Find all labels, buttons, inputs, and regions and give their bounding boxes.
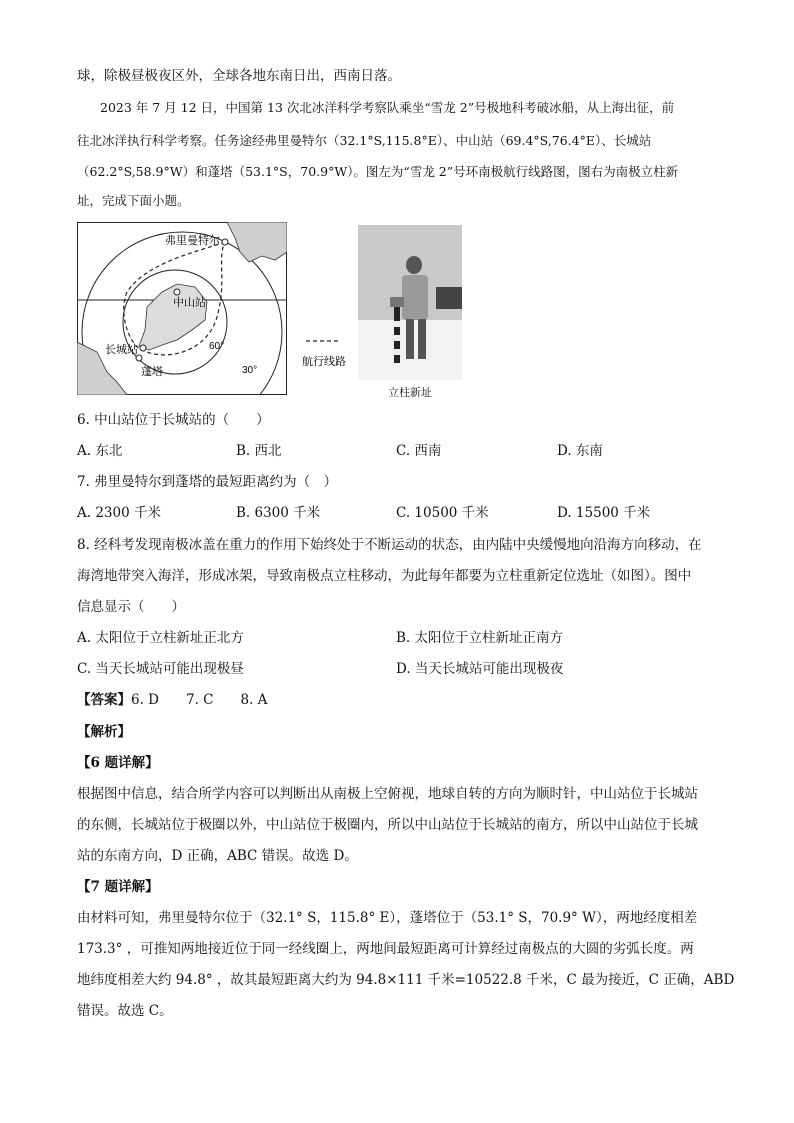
photo-caption: 立柱新址	[388, 386, 432, 399]
intro-para-line-2: 往北冰洋执行科学考察。任务途经弗里曼特尔（32.1°S,115.8°E）、中山站（69.4°S,76.4°E）、长城站	[77, 133, 652, 148]
label-lat-30: 30°	[242, 365, 258, 376]
q7-option-a: A. 2300 千米	[77, 505, 161, 521]
intro-para-line-4: 址，完成下面小题。	[77, 193, 190, 208]
answer-text: 6. D 7. C 8. A	[131, 692, 268, 708]
q7-detail-line-3: 地纬度相差大约 94.8° ，故其最短距离大约为 94.8×111 千米=10522.8 千米，C 最为接近，C 正确，ABD	[77, 972, 735, 988]
q6-stem: 6. 中山站位于长城站的（ ）	[77, 412, 270, 428]
label-punta: 蓬塔	[141, 366, 163, 378]
q8-stem-line-2: 海湾地带突入海洋，形成冰架，导致南极点立柱移动，为此每年都要为立柱重新定位选址（如图）。图中	[77, 568, 692, 584]
q8-stem-line-1: 8. 经科考发现南极冰盖在重力的作用下始终处于不断运动的状态，由内陆中央缓慢地向沿海方向移动，在	[77, 537, 702, 553]
label-fremantle: 弗里曼特尔	[165, 235, 220, 247]
q8-option-a: A. 太阳位于立柱新址正北方	[77, 630, 244, 646]
legend-route-label: 航行线路	[302, 356, 346, 368]
q8-stem-line-3: 信息显示（ ）	[77, 599, 185, 615]
q7-option-d: D. 15500 千米	[557, 505, 651, 521]
label-lat-60: 60°	[209, 341, 225, 352]
q6-detail-line-1: 根据图中信息，结合所学内容可以判断出从南极上空俯视，地球自转的方向为顺时针，中山站位于长城站	[77, 786, 698, 802]
intro-para-line-3: （62.2°S,58.9°W）和蓬塔（53.1°S，70.9°W）。图左为“雪龙 2”号环南极航行线路图，图右为南极立柱新	[77, 164, 679, 179]
q7-detail-line-4: 错误。故选 C。	[77, 1003, 173, 1019]
antarctic-route-map	[77, 222, 287, 395]
analysis-tag: 【解析】	[77, 724, 131, 740]
q7-option-c: C. 10500 千米	[396, 505, 489, 521]
answer-tag: 【答案】	[77, 692, 131, 708]
q8-option-d: D. 当天长城站可能出现极夜	[396, 661, 564, 677]
q6-option-c: C. 西南	[396, 443, 442, 459]
pole-marker-photo	[358, 225, 462, 380]
label-changcheng: 长城站	[105, 344, 138, 356]
q6-detail-line-2: 的东侧，长城站位于极圈以外，中山站位于极圈内，所以中山站位于长城站的南方，所以中山站位于长城	[77, 817, 698, 833]
route-legend	[300, 335, 358, 375]
q7-option-b: B. 6300 千米	[236, 505, 321, 521]
label-zhongshan: 中山站	[173, 297, 206, 309]
q8-option-c: C. 当天长城站可能出现极昼	[77, 661, 244, 677]
q6-detail-line-3: 站的东南方向，D 正确，ABC 错误。故选 D。	[77, 848, 358, 864]
q6-option-d: D. 东南	[557, 443, 603, 459]
q7-detail-heading: 【7 题详解】	[77, 879, 159, 895]
q8-option-b: B. 太阳位于立柱新址正南方	[396, 630, 564, 646]
q7-stem: 7. 弗里曼特尔到蓬塔的最短距离约为（ ）	[77, 474, 338, 490]
q6-option-a: A. 东北	[77, 443, 123, 459]
q7-detail-line-2: 173.3° ，可推知两地接近位于同一经线圈上，两地间最短距离可计算经过南极点的大圆的劣弧长度。两	[77, 941, 694, 957]
q6-option-b: B. 西北	[236, 443, 282, 459]
q6-detail-heading: 【6 题详解】	[77, 755, 159, 771]
intro-line-0: 球，除极昼极夜区外，全球各地东南日出，西南日落。	[77, 68, 401, 84]
intro-para-line-1: 2023 年 7 月 12 日，中国第 13 次北冰洋科学考察队乘坐“雪龙 2”号极地科考破冰船，从上海出征，前	[100, 100, 675, 115]
answer-line	[77, 690, 267, 710]
q7-detail-line-1: 由材料可知，弗里曼特尔位于（32.1° S，115.8° E），蓬塔位于（53.1° S，70.9° W），两地经度相差	[77, 910, 698, 926]
